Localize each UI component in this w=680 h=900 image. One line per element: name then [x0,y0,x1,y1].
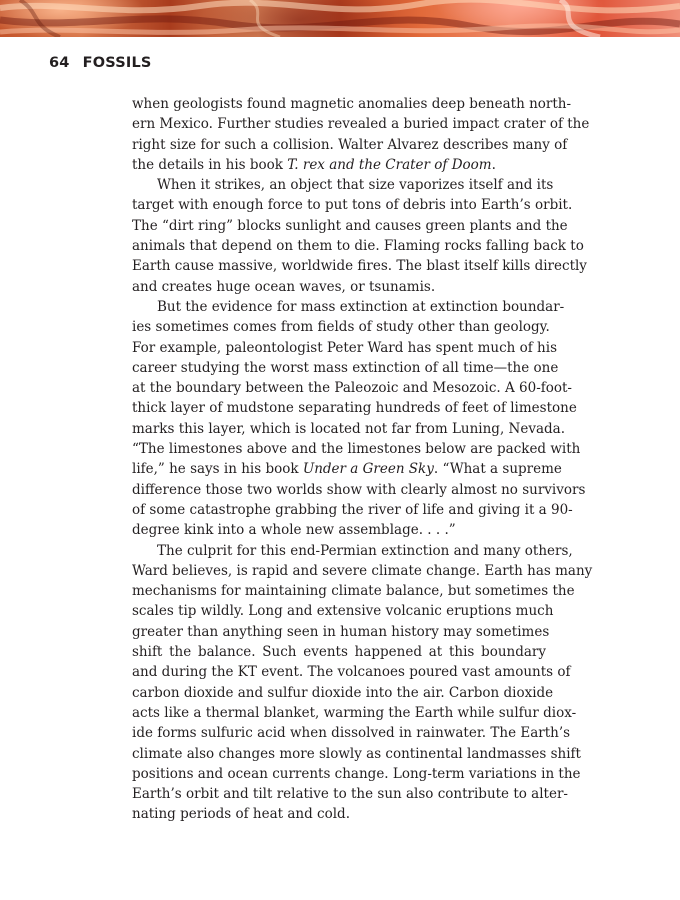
text-line: “The limestones above and the limestones below are packed with [132,441,581,458]
rock-texture-graphic [0,0,680,37]
text-line: shift the balance. Such events happened at this boundary [132,644,546,661]
text-line: right size for such a collision. Walter Alvarez describes many of [132,136,568,153]
text-line: For example, paleontologist Peter Ward has spent much of his [132,339,557,356]
running-head [49,55,152,71]
text-line: Earth’s orbit and tilt relative to the sun also contribute to alter- [132,786,568,803]
text-line: ies sometimes comes from fields of study other than geology. [132,319,550,336]
text-line: climate also changes more slowly as continental landmasses shift [132,745,581,762]
text-line: thick layer of mudstone separating hundreds of feet of limestone [132,400,577,417]
text-line: life,” he says in his book Under a Green Sky. “What a supreme [132,461,562,478]
text-line: Earth cause massive, worldwide fires. The blast itself kills directly [132,258,587,275]
text-line: degree kink into a whole new assemblage. . . .” [132,522,456,539]
text-line: carbon dioxide and sulfur dioxide into the air. Carbon dioxide [132,684,554,701]
text-line: target with enough force to put tons of debris into Earth’s orbit. [132,197,573,214]
body-text [132,94,593,825]
text-line: the details in his book T. rex and the Crater of Doom. [132,156,496,173]
text-line: greater than anything seen in human history may sometimes [132,623,550,640]
text-line: nating periods of heat and cold. [132,806,350,823]
text-line: at the boundary between the Paleozoic and Mesozoic. A 60-foot- [132,380,572,397]
header-banner-image [0,0,680,37]
paragraph [132,297,586,541]
paragraph [132,541,593,825]
text-line: when geologists found magnetic anomalies deep beneath north- [132,96,572,112]
text-line: When it strikes, an object that size vaporizes itself and its [157,177,554,194]
text-line: and creates huge ocean waves, or tsunamis. [132,278,436,295]
text-line: difference those two worlds show with clearly almost no survivors [132,481,586,498]
text-line: marks this layer, which is located not far from Luning, Nevada. [132,420,565,437]
text-line: scales tip wildly. Long and extensive volcanic eruptions much [132,603,554,620]
text-line: Ward believes, is rapid and severe climate change. Earth has many [132,562,593,579]
text-line: ern Mexico. Further studies revealed a buried impact crater of the [132,116,590,133]
text-line: acts like a thermal blanket, warming the Earth while sulfur diox- [132,704,577,721]
text-line: and during the KT event. The volcanoes poured vast amounts of [132,664,571,681]
text-line: animals that depend on them to die. Flaming rocks falling back to [132,238,584,255]
text-line: But the evidence for mass extinction at extinction boundar- [157,298,565,315]
text-line: career studying the worst mass extinction of all time—the one [132,359,559,376]
book-title: T. rex and the Crater of Doom [287,156,492,173]
text-line: The “dirt ring” blocks sunlight and causes green plants and the [132,217,568,234]
book-title: Under a Green Sky [302,461,434,478]
text-line: The culprit for this end-Permian extinction and many others, [157,542,573,559]
text-line: ide forms sulfuric acid when dissolved in rainwater. The Earth’s [132,725,571,742]
section-title: FOSSILS [82,55,152,71]
text-line: positions and ocean currents change. Long-term variations in the [132,765,581,782]
text-line: mechanisms for maintaining climate balance, but sometimes the [132,583,575,600]
page-number: 64 [49,55,70,71]
text-line: of some catastrophe grabbing the river of life and giving it a 90- [132,501,573,518]
paragraph [132,94,590,175]
paragraph [132,175,587,297]
